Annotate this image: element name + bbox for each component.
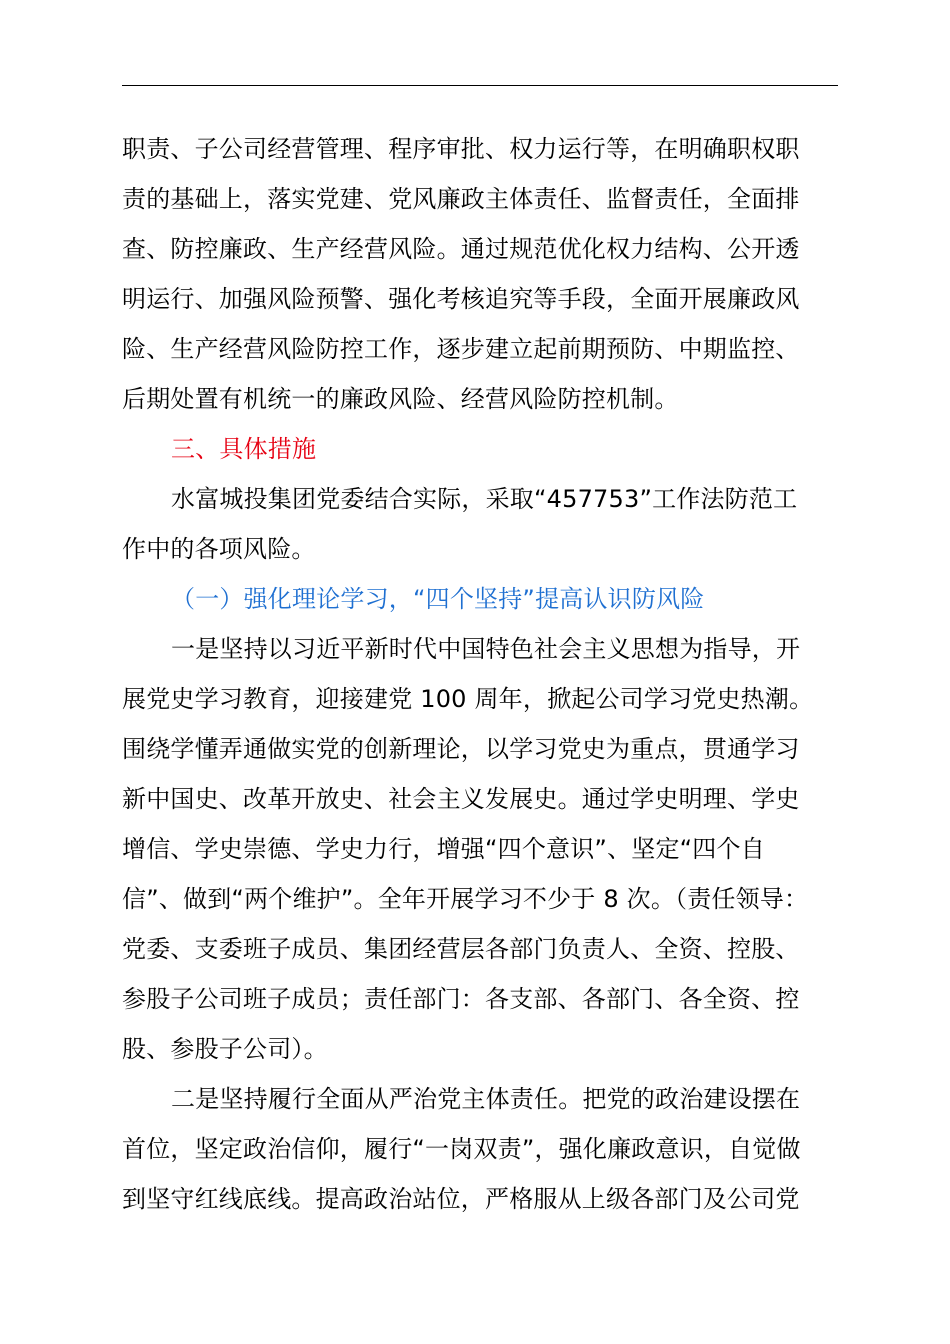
section-heading-measures: 三、具体措施	[171, 435, 317, 463]
body-line: 职责、子公司经营管理、程序审批、权力运行等，在明确职权职	[122, 135, 800, 163]
body-line: 展党史学习教育，迎接建党 100 周年，掀起公司学习党史热潮。	[122, 685, 814, 713]
body-line: 首位，坚定政治信仰，履行“一岗双责”，强化廉政意识，自觉做	[122, 1135, 801, 1163]
body-line: 一是坚持以习近平新时代中国特色社会主义思想为指导，开	[171, 635, 801, 663]
subsection-heading-theory-study: （一）强化理论学习，“四个坚持”提高认识防风险	[171, 585, 705, 613]
body-line: 作中的各项风险。	[122, 535, 316, 563]
body-line: 险、生产经营风险防控工作，逐步建立起前期预防、中期监控、	[122, 335, 800, 363]
body-line: 股、参股子公司）。	[122, 1035, 328, 1063]
body-line: 党委、支委班子成员、集团经营层各部门负责人、全资、控股、	[122, 935, 800, 963]
body-line: 查、防控廉政、生产经营风险。通过规范优化权力结构、公开透	[122, 235, 800, 263]
body-line: 水富城投集团党委结合实际，采取“457753”工作法防范工	[171, 485, 798, 513]
header-rule	[122, 85, 838, 86]
body-line: 围绕学懂弄通做实党的创新理论，以学习党史为重点，贯通学习	[122, 735, 800, 763]
body-line: 后期处置有机统一的廉政风险、经营风险防控机制。	[122, 385, 679, 413]
body-line: 到坚守红线底线。提高政治站位，严格服从上级各部门及公司党	[122, 1185, 800, 1213]
body-line: 二是坚持履行全面从严治党主体责任。把党的政治建设摆在	[171, 1085, 801, 1113]
body-line: 新中国史、改革开放史、社会主义发展史。通过学史明理、学史	[122, 785, 800, 813]
body-line: 明运行、加强风险预警、强化考核追究等手段，全面开展廉政风	[122, 285, 800, 313]
body-line: 参股子公司班子成员；责任部门：各支部、各部门、各全资、控	[122, 985, 800, 1013]
body-line: 增信、学史崇德、学史力行，增强“四个意识”、坚定“四个自	[122, 835, 765, 863]
body-line: 信”、做到“两个维护”。全年开展学习不少于 8 次。（责任领导：	[122, 885, 809, 913]
body-line: 责的基础上，落实党建、党风廉政主体责任、监督责任，全面排	[122, 185, 800, 213]
